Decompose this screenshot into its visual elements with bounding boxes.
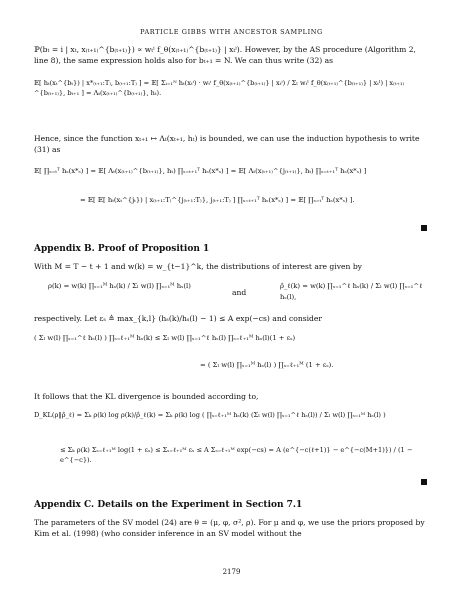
paragraph-6: The parameters of the SV model (24) are θ = (μ, φ, σ², ρ). For μ and φ, we use the priors proposed by Kim et al. (1998) (who consider inference in an SV model without the bbox=[34, 518, 425, 538]
appendix-b-heading: Appendix B. Proof of Proposition 1 bbox=[34, 244, 210, 254]
equation-1: 𝔼[ hₜ(xₜ^{bₜ}) | x*₍ₜ₊₁:T₎, b₍ₜ₊₁:T₎ ] = 𝔼[ Σᵢ₌₁ᴺ hₜ(xₜⁱ) · wₜⁱ f_θ(x₍ₜ₊₁₎^{b₍ₜ₊₁₎} | xₜⁱ) / Σₗ wₜˡ f_θ(x₍ₜ₊₁₎^{b₍ₜ₊₁₎} | xₜˡ) | x₍ₜ₊₁₎^{b₍ₜ₊₁₎}, bₜ₊₁ ] = Λₜ(x₍ₜ₊₁₎^{b₍ₜ₊₁₎}, hₜ). bbox=[34, 79, 405, 97]
page-number: 2179 bbox=[222, 568, 241, 576]
appendix-c-heading: Appendix C. Details on the Experiment in Section 7.1 bbox=[34, 500, 303, 510]
equation-2a: 𝔼[ ∏ₛ₌ₜᵀ hₛ(x*ₛ) ] = 𝔼[ Λₜ(x₍ₜ₊₁₎^{b₍ₜ₊₁₎}, hₜ) ∏ₛ₌ₜ₊₁ᵀ hₛ(x*ₛ) ] = 𝔼[ Λₜ(x₍ₜ₊₁₎^{j₍ₜ₊₁₎}, hₜ) ∏ₛ₌ₜ₊₁ᵀ hₛ(x*ₛ) ] bbox=[34, 167, 367, 175]
equation-5a: D_KL(ρ‖ρ̂_ℓ) = Σₖ ρ(k) log ρ(k)/ρ̂_ℓ(k) = Σₖ ρ(k) log ( ∏ₛ₌ℓ₊₁ᴹ hₛ(k) (Σₗ w(l) ∏ₛ₌₁^ℓ hₛ(l)) / Σₗ w(l) ∏ₛ₌₁ᴹ hₛ(l) ) bbox=[34, 411, 386, 419]
equation-3-right: ρ̂_ℓ(k) = w(k) ∏ₛ₌₁^ℓ hₛ(k) / Σₗ w(l) ∏ₛ₌₁^ℓ hₛ(l), bbox=[280, 282, 423, 301]
paragraph-3: With M = T − t + 1 and w(k) = w_{t−1}^k, the distributions of interest are given by bbox=[34, 262, 362, 271]
paragraph-5: It follows that the KL divergence is bounded according to, bbox=[34, 392, 259, 401]
equation-3-left: ρ(k) = w(k) ∏ₛ₌₁ᴹ hₛ(k) / Σₗ w(l) ∏ₛ₌₁ᴹ hₛ(l) bbox=[48, 282, 191, 290]
running-header: PARTICLE GIBBS WITH ANCESTOR SAMPLING bbox=[140, 28, 323, 36]
paragraph-4: respectively. Let εₛ ≜ max_{k,l} (hₛ(k)/hₛ(l) − 1) ≤ A exp(−cs) and consider bbox=[34, 314, 323, 323]
paragraph-1: ℙ(bₜ = i | xₜ, x₍ₜ₊₁₎^{b₍ₜ₊₁₎}) ∝ wₜⁱ f_θ(x₍ₜ₊₁₎^{b₍ₜ₊₁₎} | xₜⁱ). However, by the AS procedure (Algorithm 2, line 8), the same expression holds also for bₜ₊₁ = N. We can thus write (32) as bbox=[34, 45, 416, 65]
paragraph-2: Hence, since the function xₜ₊₁ ↦ Λₜ(xₜ₊₁, hₜ) is bounded, we can use the induction hypothesis to write (31) as bbox=[34, 134, 420, 154]
equation-2b: = 𝔼[ 𝔼[ hₜ(xₜ^{jₜ}) | x₍ₜ₊₁:T₎^{j₍ₜ₊₁:T₎}, j₍ₜ₊₁:T₎ ] ∏ₛ₌ₜ₊₁ᵀ hₛ(x*ₛ) ] = 𝔼[ ∏ₛ₌ₜᵀ hₛ(x*ₛ) ]. bbox=[80, 196, 355, 204]
qed-square bbox=[421, 225, 427, 231]
equation-5b: ≤ Σₖ ρ(k) Σₛ₌ℓ₊₁ᴹ log(1 + εₛ) ≤ Σₛ₌ℓ₊₁ᴹ εₛ ≤ A Σₛ₌ℓ₊₁ᴹ exp(−cs) = A (e^{−c(ℓ+1)} − e^{−c(M+1)}) / (1 − e^{−c}). bbox=[60, 446, 413, 464]
equation-3-and: and bbox=[232, 288, 247, 297]
qed-square-2 bbox=[421, 479, 427, 485]
equation-4b: = ( Σₗ w(l) ∏ₛ₌₁ᴹ hₛ(l) ) ∏ₛ₌ℓ₊₁ᴹ (1 + εₛ). bbox=[200, 361, 334, 369]
equation-4a: ( Σₗ w(l) ∏ₛ₌₁^ℓ hₛ(l) ) ∏ₛ₌ℓ₊₁ᴹ hₛ(k) ≤ Σₗ w(l) ∏ₛ₌₁^ℓ hₛ(l) ∏ₛ₌ℓ₊₁ᴹ hₛ(l)(1 + εₛ) bbox=[34, 334, 296, 342]
